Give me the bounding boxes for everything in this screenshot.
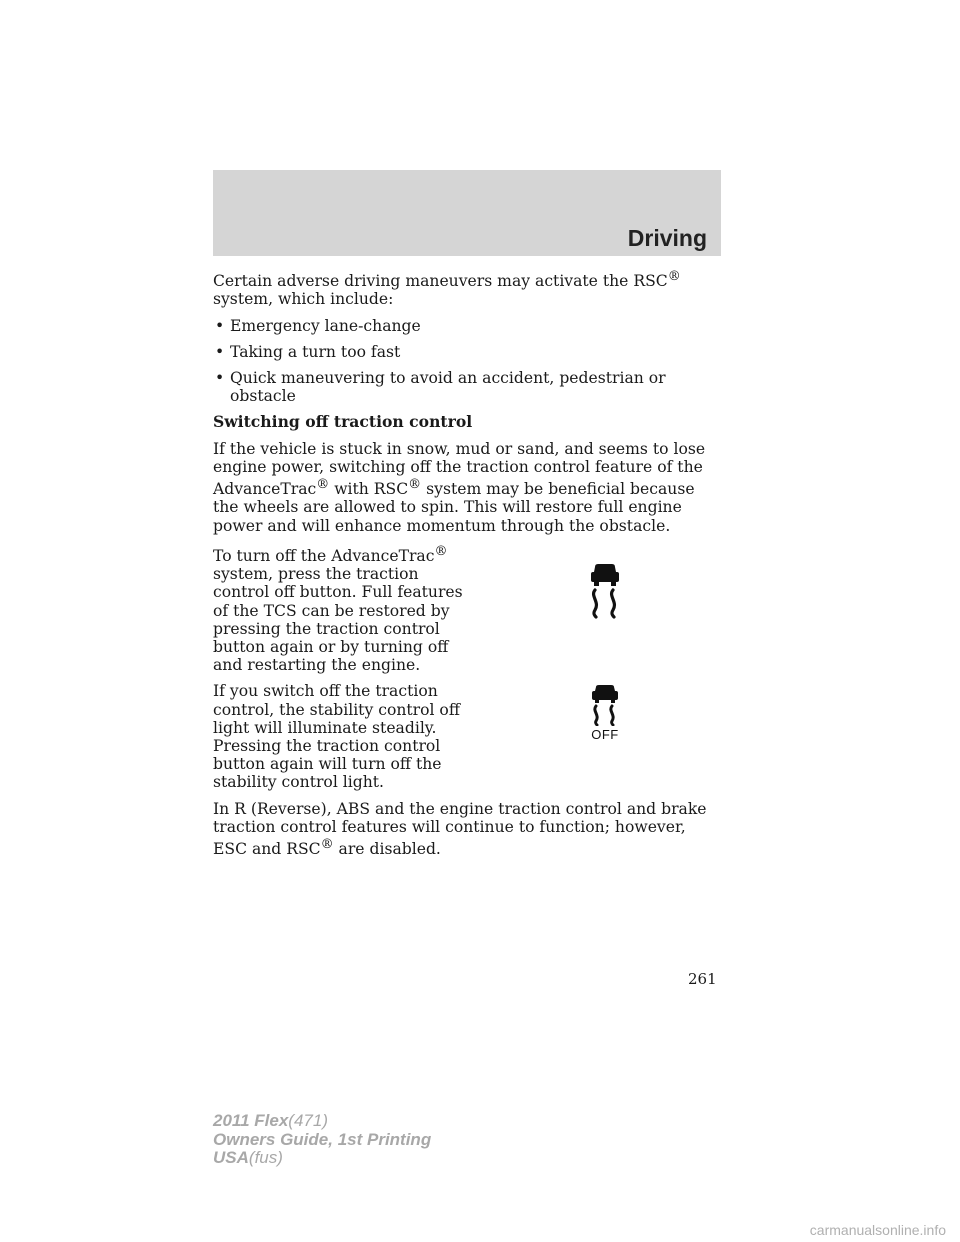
registered-mark: ® <box>320 837 334 853</box>
footer <box>213 1112 431 1168</box>
list-item: • Emergency lane-change <box>213 317 723 335</box>
list-item: • Quick maneuvering to avoid an accident, pedestrian or obstacle <box>213 369 723 405</box>
paragraph-switch-off: If you switch off the traction control, the stability control off light will illuminate steadily. Pressing the traction control button again will turn off the stability control light. <box>213 682 460 792</box>
list-item: • Taking a turn too fast <box>213 343 723 361</box>
watermark: carmanualsonline.info <box>809 1222 946 1238</box>
traction-off-row <box>213 543 723 675</box>
stability-off-row <box>213 682 723 791</box>
header-band <box>213 170 721 256</box>
footer-line-2: Owners Guide, 1st Printing <box>213 1129 432 1149</box>
paragraph-turn-off: To turn off the AdvanceTrac® system, press the traction control off button. Full features of the TCS can be restored by pressing the traction control button again or by turning off and restarting the engine. <box>213 543 463 675</box>
subheading: Switching off traction control <box>213 412 473 432</box>
intro-paragraph: Certain adverse driving maneuvers may activate the RSC® system, which include: <box>213 269 681 309</box>
traction-control-icon <box>583 563 627 619</box>
registered-mark: ® <box>667 269 681 284</box>
stability-control-off-icon <box>581 684 629 744</box>
maneuver-list <box>213 317 723 406</box>
paragraph-reverse: In R (Reverse), ABS and the engine traction control and brake traction control features will continue to function; however, ESC and RSC® are disabled. <box>213 799 707 859</box>
off-label: OFF <box>591 727 619 743</box>
footer-line-1: 2011 Flex(471) <box>213 1111 328 1130</box>
registered-mark: ® <box>316 477 330 493</box>
registered-mark: ® <box>434 543 448 559</box>
page-content <box>213 268 723 866</box>
paragraph-stuck-vehicle: If the vehicle is stuck in snow, mud or sand, and seems to lose engine power, switching off the traction control feature of the AdvanceTrac® with RSC® system may be beneficial because the wheels are allowed to spin. This will restore full engine power and will enhance momentum through the obstacle. <box>213 439 706 535</box>
page-number: 261 <box>688 970 717 988</box>
registered-mark: ® <box>408 477 422 493</box>
car-skid-icon <box>581 684 629 726</box>
section-title: Driving <box>627 225 707 251</box>
footer-line-3: USA(fus) <box>213 1148 283 1167</box>
